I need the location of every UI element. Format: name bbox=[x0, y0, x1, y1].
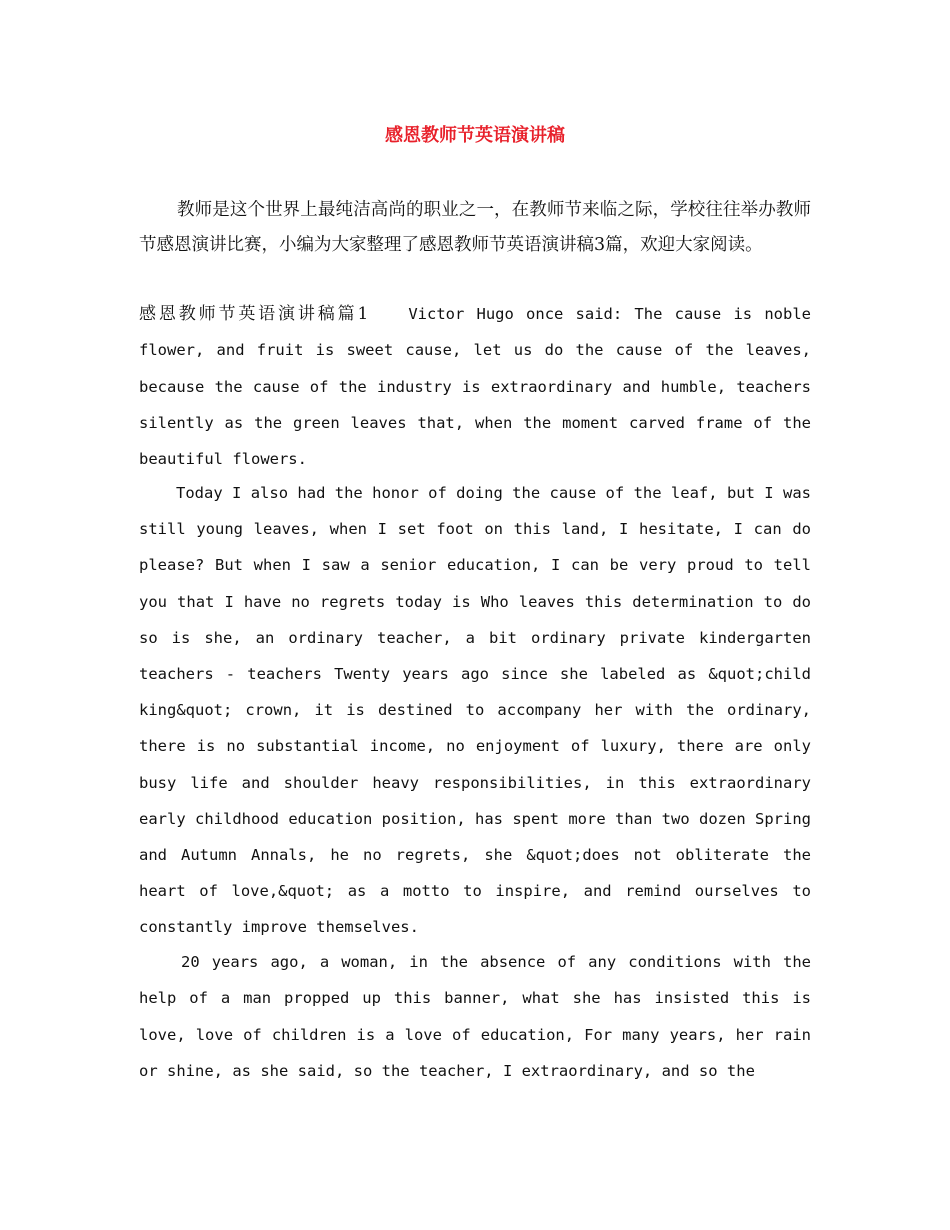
paragraph-3: 20 years ago, a woman, in the absence of any conditions with the help of a man propped up this banner, what she has insisted this is love, love of children is a love of education, For many years, her rain or shine, as she said, so the teacher, I extraordinary, and so the bbox=[139, 953, 811, 1080]
paragraph-2: Today I also had the honor of doing the cause of the leaf, but I was still young leaves, when I set foot on this land, I hesitate, I can do please? But when I saw a senior education, I can be very proud to tell you that I have no regrets today is Who leaves this determination to do so is she, an ordinary teacher, a bit ordinary private kindergarten teachers - teachers Twenty years ago since she labeled as &quot;child king&quot; crown, it is destined to accompany her with the ordinary, there is no substantial income, no enjoyment of luxury, there are only busy life and shoulder heavy responsibilities, in this extraordinary early childhood education position, has spent more than two dozen Spring and Autumn Annals, he no regrets, she &quot;does not obliterate the heart of love,&quot; as a motto to inspire, and remind ourselves to constantly improve themselves. bbox=[139, 484, 811, 937]
paragraph-1-text: Victor Hugo once said: The cause is noble flower, and fruit is sweet cause, let us do the cause of the leaves, because the cause of the industry is extraordinary and humble, teachers silently as the green leaves that, when the moment carved frame of the beautiful flowers. bbox=[139, 305, 811, 469]
intro-paragraph: 教师是这个世界上最纯洁高尚的职业之一，在教师节来临之际，学校往往举办教师节感恩演讲比赛，小编为大家整理了感恩教师节英语演讲稿3篇，欢迎大家阅读。 bbox=[139, 200, 811, 255]
document-title: 感恩教师节英语演讲稿 bbox=[385, 125, 565, 146]
section-heading: 感恩教师节英语演讲稿篇1 bbox=[139, 304, 369, 324]
paragraph-1 bbox=[139, 296, 811, 477]
